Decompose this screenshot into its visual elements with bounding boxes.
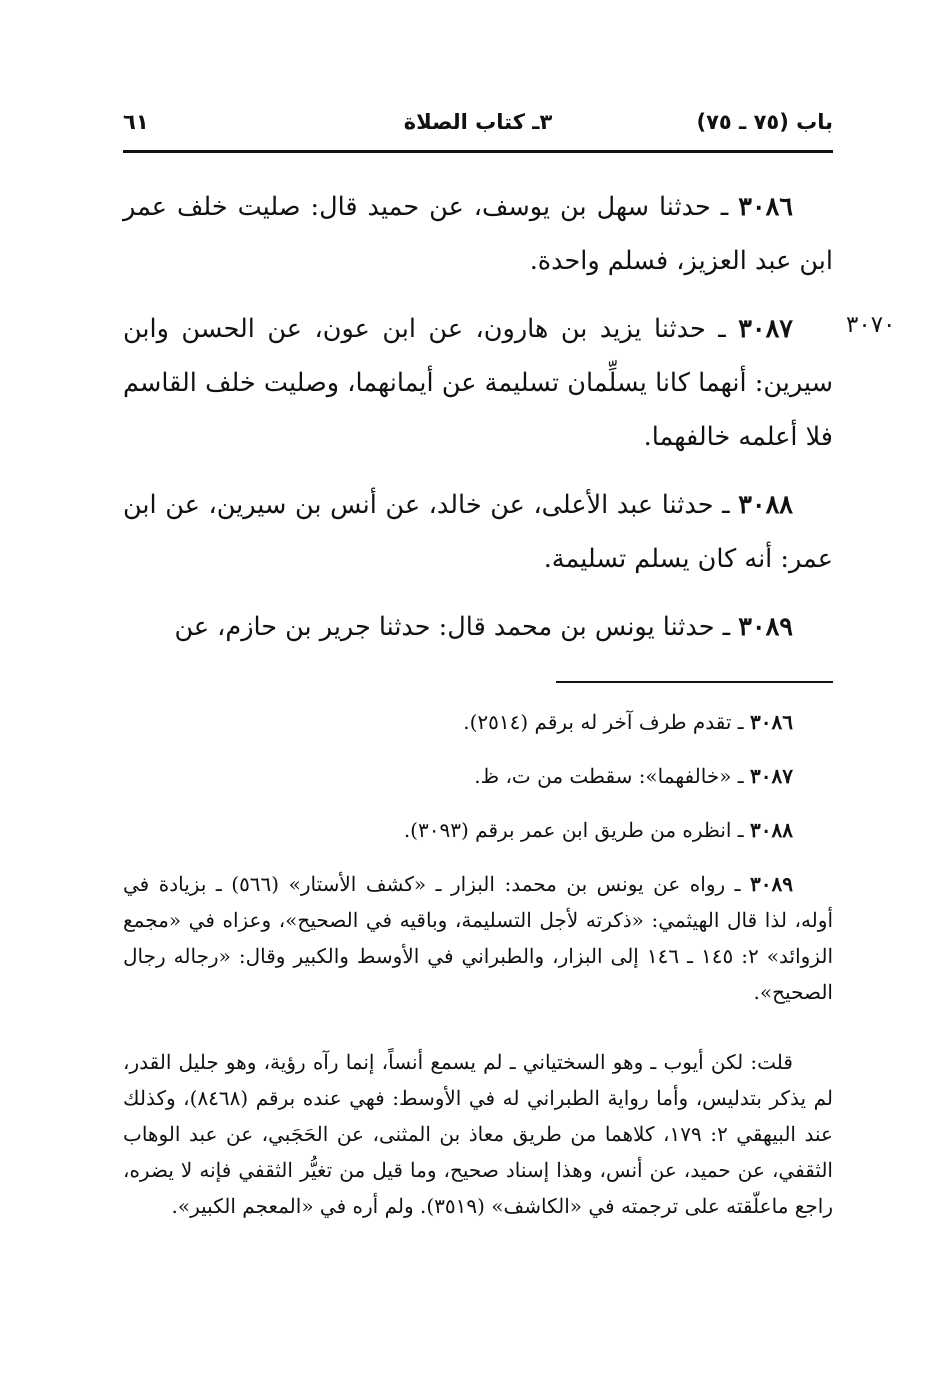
hadith-number: ٣٠٨٨ bbox=[738, 490, 793, 520]
footnote-3087 bbox=[123, 758, 833, 794]
footnote-text: ـ رواه عن يونس بن محمد: البزار ـ «كشف الأستار» (٥٦٦) ـ بزيادة في أوله، لذا قال الهيثمي: «ذكرته لأجل التسليمة، وباقيه في الصحيح»، وعزاه في «مجمع الزوائد» ٢: ١٤٥ ـ ١٤٦ إلى البزار، والطبراني في الأوسط والكبير وقال: «رجاله رجال الصحيح». bbox=[123, 872, 833, 1004]
margin-reference-number: ٣٠٧٠ bbox=[846, 312, 896, 338]
footnote-number: ٣٠٨٨ bbox=[750, 818, 793, 842]
hadith-3086 bbox=[123, 180, 833, 288]
footnote-text: ـ تقدم طرف آخر له برقم (٢٥١٤). bbox=[463, 710, 751, 734]
commentary-text: قلت: لكن أيوب ـ وهو السختياني ـ لم يسمع أنساً، إنما رآه رؤية، وهو جليل القدر، لم يذكر بتدليس، وأما رواية الطبراني له في الأوسط: فهي عنده برقم (٨٤٦٨)، وكذلك عند البيهقي ٢: ١٧٩، كلاهما من طريق معاذ بن المثنى، عن الحَجَبي، عن عبد الوهاب الثقفي، عن حميد، عن أنس، وهذا إسناد صحيح، وما قيل من تغيُّر الثقفي فإنه لا يضره، راجع ماعلّقته على ترجمته في «الكاشف» (٣٥١٩). ولم أره في «المعجم الكبير». bbox=[123, 1050, 834, 1218]
footnote-text: ـ «خالفهما»: سقطت من ت، ظ. bbox=[474, 764, 751, 788]
footnote-3086 bbox=[123, 704, 833, 740]
hadith-text: ـ حدثنا سهل بن يوسف، عن حميد قال: صليت خلف عمر ابن عبد العزيز، فسلم واحدة. bbox=[123, 192, 833, 276]
footnote-text: ـ انظره من طريق ابن عمر برقم (٣٠٩٣). bbox=[403, 818, 751, 842]
footnote-number: ٣٠٨٩ bbox=[750, 872, 793, 896]
footnote-3088 bbox=[123, 812, 833, 848]
footnote-number: ٣٠٨٦ bbox=[750, 710, 793, 734]
footnote-3089 bbox=[123, 866, 833, 1010]
hadith-3088 bbox=[123, 478, 833, 586]
hadith-number: ٣٠٨٧ bbox=[738, 314, 793, 344]
hadith-text: ـ حدثنا يزيد بن هارون، عن ابن عون، عن الحسن وابن سيرين: أنهما كانا يسلِّمان تسليمة عن أيمانهما، وصليت خلف القاسم فلا أعلمه خالفهما. bbox=[123, 314, 833, 452]
hadith-number: ٣٠٨٦ bbox=[738, 192, 793, 222]
hadith-3087 bbox=[123, 302, 833, 464]
footnote-divider bbox=[556, 681, 833, 683]
hadith-text: ـ حدثنا يونس بن محمد قال: حدثنا جرير بن حازم، عن bbox=[174, 612, 739, 642]
hadith-3089 bbox=[123, 600, 833, 654]
chapter-title: باب (٧٥ ـ ٧٥) bbox=[696, 110, 833, 134]
page-header bbox=[123, 104, 833, 144]
footnote-number: ٣٠٨٧ bbox=[750, 764, 793, 788]
header-divider bbox=[123, 150, 833, 153]
page-number: ٦١ bbox=[123, 110, 149, 134]
hadith-text: ـ حدثنا عبد الأعلى، عن خالد، عن أنس بن سيرين، عن ابن عمر: أنه كان يسلم تسليمة. bbox=[123, 490, 833, 574]
commentary-note bbox=[123, 1044, 833, 1224]
book-title: ٣ـ كتاب الصلاة bbox=[403, 110, 553, 134]
hadith-number: ٣٠٨٩ bbox=[738, 612, 793, 642]
